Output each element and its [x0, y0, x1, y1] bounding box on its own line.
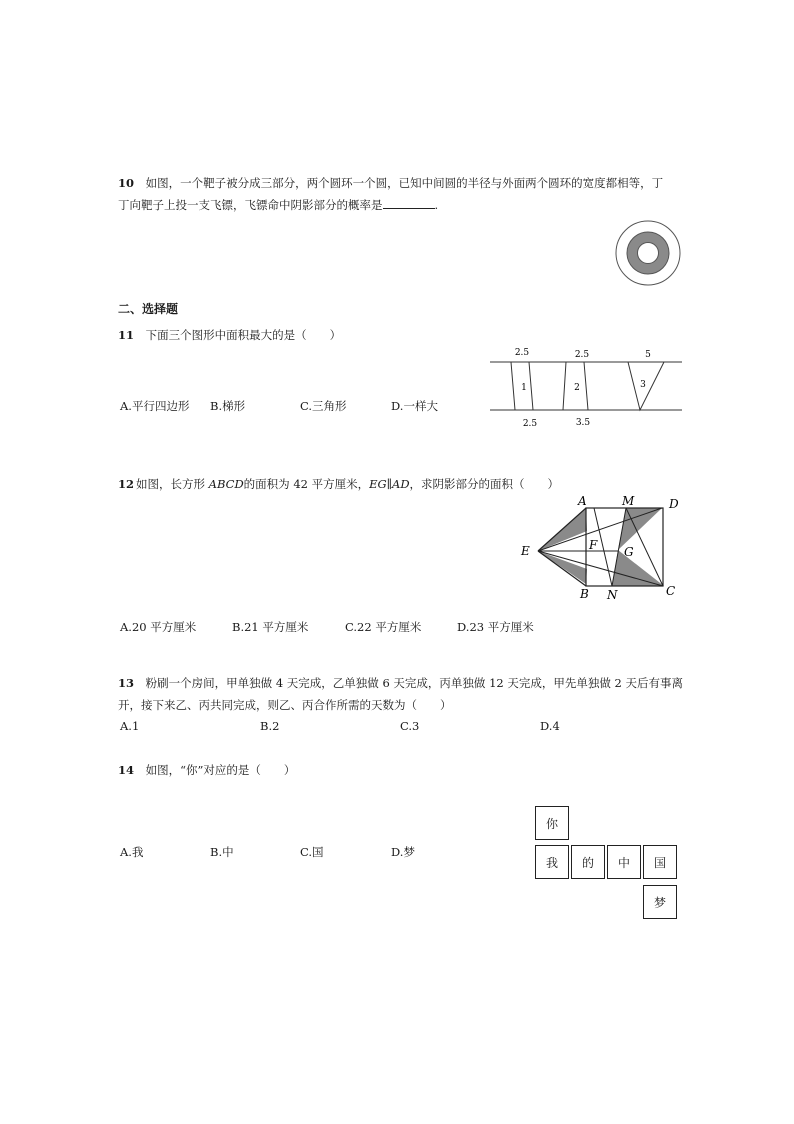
net-cell-middle-1: 我: [535, 845, 569, 879]
q11-stem: [118, 327, 341, 343]
q11-shapes-figure: [488, 342, 684, 432]
net-cell-top: 你: [535, 806, 569, 840]
q11-bottom-label-1: 2.5: [522, 419, 538, 429]
net-cell-bottom: 梦: [643, 885, 677, 919]
q13-option-d[interactable]: D.4: [540, 719, 560, 733]
q13-text-line1: 粉刷一个房间，甲单独做 4 天完成，乙单独做 6 天完成，丙单独做 12 天完成，甲先单独做 2 天后有事离: [145, 676, 683, 690]
q11-bottom-label-2: 3.5: [575, 418, 591, 428]
q14-stem: [118, 762, 295, 778]
net-cell-middle-4: 国: [643, 845, 677, 879]
q11-top-label-2: 2.5: [574, 350, 590, 360]
q11-shape-label-3: 3: [640, 380, 646, 390]
q12-label-d: D: [669, 497, 679, 511]
q11-option-c[interactable]: C.三角形: [300, 399, 347, 413]
q12-shade-bottom-right: [612, 550, 664, 586]
q12-label-a: A: [578, 494, 587, 508]
q10-answer-blank[interactable]: [383, 196, 435, 209]
q12-option-b[interactable]: B.21 平方厘米: [232, 620, 309, 634]
q11-option-a[interactable]: A.平行四边形: [120, 399, 190, 413]
q13-option-c[interactable]: C.3: [400, 719, 420, 733]
q12-label-e: E: [521, 544, 530, 558]
q12-option-c[interactable]: C.22 平方厘米: [345, 620, 422, 634]
q11-number: 11: [118, 328, 135, 342]
q12-label-g: G: [624, 545, 634, 559]
q14-option-d[interactable]: D.梦: [391, 845, 415, 859]
q12-stem: [118, 476, 559, 492]
q12-option-d[interactable]: D.23 平方厘米: [457, 620, 534, 634]
q11-shape-label-2: 2: [574, 383, 580, 393]
target-inner-circle: [638, 243, 659, 264]
q11-option-b[interactable]: B.梯形: [210, 399, 246, 413]
q12-eg-parallel-ad: EG∥AD: [369, 477, 410, 491]
q12-text-a: 如图，长方形: [136, 477, 206, 491]
q12-option-a[interactable]: A.20 平方厘米: [120, 620, 197, 634]
q12-number: 12: [118, 477, 135, 491]
q12-label-m: M: [622, 494, 635, 508]
q11-top-label-1: 2.5: [514, 348, 530, 358]
q10-text-line2: 丁向靶子上投一支飞镖，飞镖命中阴影部分的概率是: [118, 198, 383, 212]
q10-period: .: [434, 198, 439, 212]
net-cell-middle-3: 中: [607, 845, 641, 879]
q12-label-n: N: [607, 588, 618, 602]
q14-number: 14: [118, 763, 135, 777]
q13-line1: [118, 675, 683, 691]
q11-option-d[interactable]: D.一样大: [391, 399, 438, 413]
q12-label-b: B: [580, 587, 589, 601]
q12-abcd: ABCD: [208, 477, 244, 491]
q11-top-label-3: 5: [645, 350, 651, 360]
q12-text-b: 的面积为 42 平方厘米，: [243, 477, 370, 491]
q12-line-ec: [538, 551, 663, 586]
q12-rectangle-figure: [518, 494, 684, 604]
q12-label-f: F: [589, 538, 598, 552]
q14-text: 如图，“你”对应的是（ ）: [145, 763, 296, 777]
q13-option-a[interactable]: A.1: [120, 719, 140, 733]
q10-target-figure: [615, 220, 681, 286]
q14-cube-net: [535, 806, 681, 924]
q13-option-b[interactable]: B.2: [260, 719, 280, 733]
section-title: 二、选择题: [118, 302, 179, 316]
q13-text-line2: 开，接下来乙、丙共同完成，则乙、丙合作所需的天数为（ ）: [118, 698, 452, 712]
q10-number: 10: [118, 176, 135, 190]
q10-line1: [118, 175, 663, 191]
q14-option-a[interactable]: A.我: [120, 845, 144, 859]
q10-line2: [118, 196, 438, 213]
q13-number: 13: [118, 676, 135, 690]
q14-option-c[interactable]: C.国: [300, 845, 324, 859]
q10-text-line1: 如图，一个靶子被分成三部分，两个圆环一个圆，已知中间圆的半径与外面两个圆环的宽度都相等，丁: [145, 176, 664, 190]
q11-triangle: [628, 362, 664, 410]
q12-label-c: C: [666, 584, 676, 598]
q11-shape-label-1: 1: [521, 383, 527, 393]
q14-option-b[interactable]: B.中: [210, 845, 234, 859]
q12-text-c: ，求阴影部分的面积（ ）: [409, 477, 560, 491]
net-cell-middle-2: 的: [571, 845, 605, 879]
q11-text: 下面三个图形中面积最大的是（ ）: [145, 328, 342, 342]
